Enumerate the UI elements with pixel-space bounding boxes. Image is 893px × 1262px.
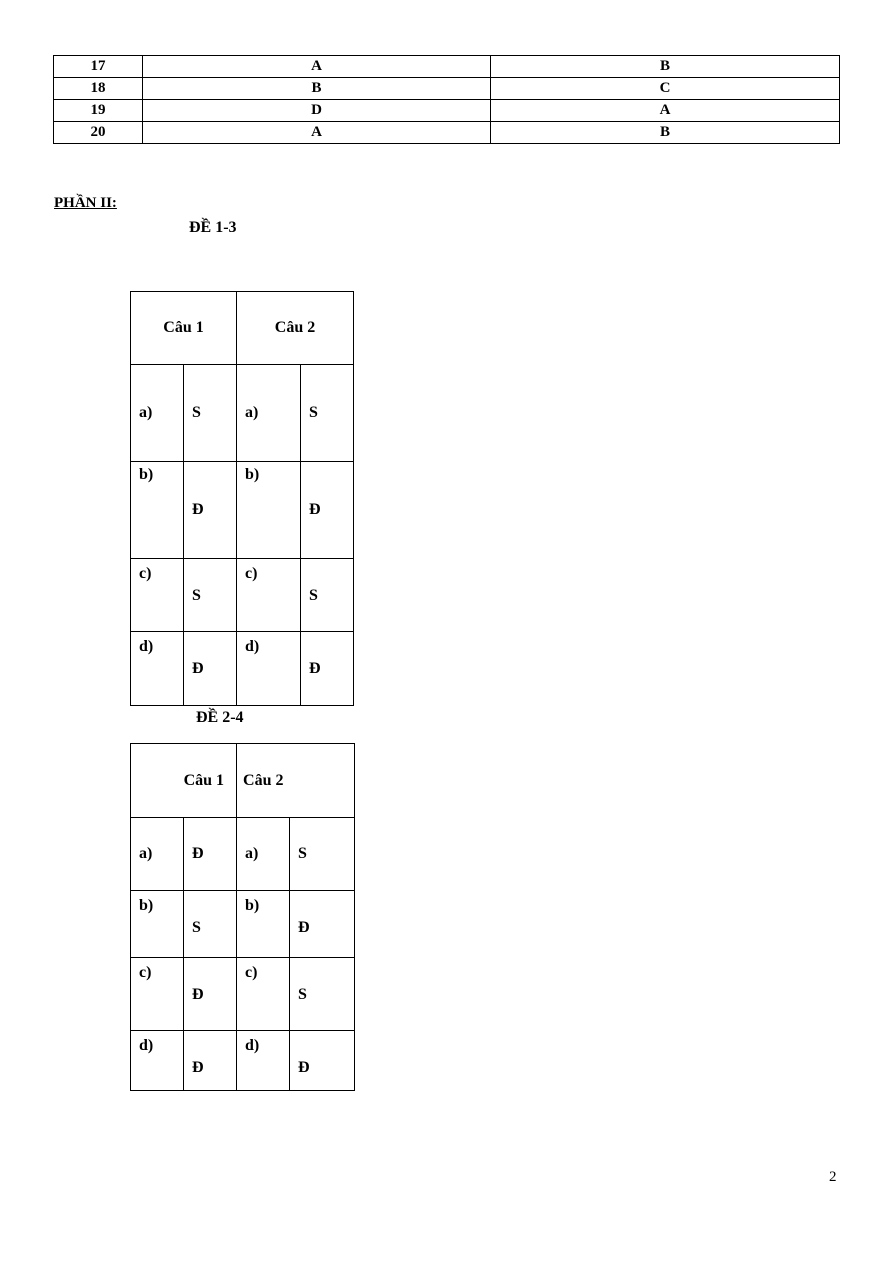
table-row (54, 122, 840, 144)
item-label: a) (131, 818, 184, 891)
true-false-table (130, 743, 355, 1091)
item-label: c) (237, 958, 290, 1031)
true-false-table (130, 291, 354, 706)
question-number: 17 (54, 56, 143, 78)
item-label: a) (237, 365, 301, 462)
answer-cell: B (491, 122, 840, 144)
table-row (131, 632, 354, 706)
table-row (131, 365, 354, 462)
column-header: Câu 2 (237, 744, 355, 818)
item-label: b) (131, 462, 184, 559)
answer-cell: A (491, 100, 840, 122)
table-row (54, 78, 840, 100)
column-header: Câu 2 (237, 292, 354, 365)
answer-cell: S (301, 559, 354, 632)
answer-cell: Đ (290, 891, 355, 958)
answer-cell: B (491, 56, 840, 78)
answer-cell: S (184, 891, 237, 958)
table-row (131, 1031, 355, 1091)
item-label: d) (237, 632, 301, 706)
answer-cell: S (301, 365, 354, 462)
answer-cell: Đ (290, 1031, 355, 1091)
item-label: c) (131, 958, 184, 1031)
answer-cell: Đ (184, 1031, 237, 1091)
answer-cell: A (143, 122, 491, 144)
item-label: a) (237, 818, 290, 891)
page-number: 2 (829, 1169, 837, 1185)
item-label: c) (237, 559, 301, 632)
column-header: Câu 1 (131, 292, 237, 365)
table-row (131, 559, 354, 632)
answer-cell: D (143, 100, 491, 122)
answer-cell: C (491, 78, 840, 100)
section-title: PHẦN II: (54, 195, 117, 211)
exam-version-heading: ĐỀ 1-3 (189, 219, 237, 236)
answer-cell: Đ (301, 462, 354, 559)
column-header: Câu 1 (131, 744, 237, 818)
table-row (131, 818, 355, 891)
table-row (131, 958, 355, 1031)
question-number: 20 (54, 122, 143, 144)
table-row (131, 462, 354, 559)
item-label: b) (131, 891, 184, 958)
question-number: 18 (54, 78, 143, 100)
answer-cell: Đ (184, 632, 237, 706)
item-label: a) (131, 365, 184, 462)
answer-cell: Đ (301, 632, 354, 706)
table-row (54, 100, 840, 122)
question-number: 19 (54, 100, 143, 122)
answer-cell: S (184, 365, 237, 462)
answer-cell: Đ (184, 462, 237, 559)
answer-cell: Đ (184, 958, 237, 1031)
answer-table-part1 (53, 55, 840, 144)
exam-version-heading: ĐỀ 2-4 (196, 709, 244, 726)
item-label: d) (237, 1031, 290, 1091)
table-row (131, 891, 355, 958)
answer-cell: B (143, 78, 491, 100)
item-label: c) (131, 559, 184, 632)
answer-cell: S (184, 559, 237, 632)
answer-cell: S (290, 958, 355, 1031)
table-row (54, 56, 840, 78)
item-label: d) (131, 632, 184, 706)
answer-cell: S (290, 818, 355, 891)
answer-cell: A (143, 56, 491, 78)
item-label: b) (237, 891, 290, 958)
table-header-row (131, 744, 355, 818)
item-label: d) (131, 1031, 184, 1091)
item-label: b) (237, 462, 301, 559)
table-header-row (131, 292, 354, 365)
answer-cell: Đ (184, 818, 237, 891)
